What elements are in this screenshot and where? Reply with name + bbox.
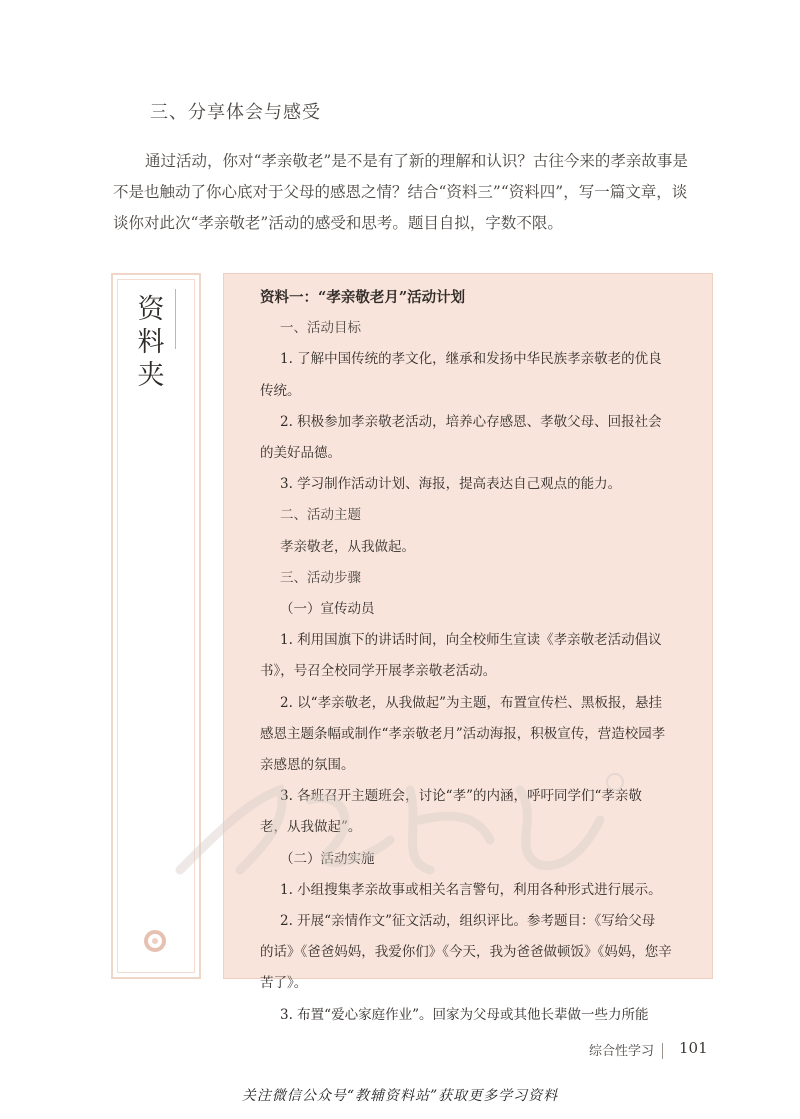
material-line: 1. 小组搜集孝亲故事或相关名言警句，利用各种形式进行展示。	[280, 881, 662, 898]
sidebar-rule	[175, 289, 176, 349]
material-line: 2. 以“孝亲敬老，从我做起”为主题，布置宣传栏、黑板报，悬挂	[280, 694, 662, 711]
material-line: 孝亲敬老，从我做起。	[280, 538, 415, 555]
material-line: 的美好品德。	[260, 445, 341, 462]
footer-divider	[662, 1043, 663, 1059]
material-line: 3. 学习制作活动计划、海报，提高表达自己观点的能力。	[280, 476, 622, 493]
material-title: 资料一：“孝亲敬老月”活动计划	[260, 289, 466, 306]
material-line: 2. 积极参加孝亲敬老活动，培养心存感恩、孝敬父母、回报社会	[280, 413, 662, 430]
ring-icon	[144, 930, 166, 952]
material-line: 亲感恩的氛围。	[260, 757, 355, 774]
material-line: 的话》《爸爸妈妈，我爱你们》《今天，我为爸爸做顿饭》《妈妈，您辛	[260, 944, 672, 961]
material-subhead: （一）宣传动员	[280, 601, 375, 618]
sidebar-label: 资料夹	[137, 294, 165, 391]
sidebar-panel	[111, 273, 201, 979]
footer-section-title: 综合性学习	[589, 1044, 655, 1059]
section-heading: 三、分享体会与感受	[150, 102, 321, 123]
material-line: 2. 开展“亲情作文”征文活动，组织评比。参考题目：《写给父母	[280, 913, 656, 930]
material-line: 3. 布置“爱心家庭作业”。回家为父母或其他长辈做一些力所能	[280, 1006, 649, 1023]
material-line: 传统。	[260, 382, 301, 399]
bottom-note: 关注微信公众号“教辅资料站”获取更多学习资料	[241, 1088, 559, 1104]
material-line: 老，从我做起”。	[260, 819, 362, 836]
material-subhead: 三、活动步骤	[280, 569, 361, 586]
page-number: 101	[679, 1039, 708, 1057]
material-line: 书》，号召全校同学开展孝亲敬老活动。	[260, 663, 497, 680]
material-line: 感恩主题条幅或制作“孝亲敬老月”活动海报，积极宣传，营造校园孝	[260, 725, 666, 742]
material-line: 1. 了解中国传统的孝文化，继承和发扬中华民族孝亲敬老的优良	[280, 351, 662, 368]
material-content	[260, 282, 700, 1031]
material-line: 3. 各班召开主题班会，讨论“孝”的内涵，呼吁同学们“孝亲敬	[280, 788, 642, 805]
material-line: 苦了》。	[260, 975, 308, 992]
material-panel	[223, 273, 713, 1023]
material-subhead: 二、活动主题	[280, 507, 361, 524]
material-subhead: 一、活动目标	[280, 320, 361, 337]
material-subhead: （二）活动实施	[280, 850, 375, 867]
material-line: 1. 利用国旗下的讲话时间，向全校师生宣读《孝亲敬老活动倡议	[280, 632, 662, 649]
intro-paragraph	[113, 146, 695, 239]
intro-text: 通过活动，你对“孝亲敬老”是不是有了新的理解和认识？古往今来的孝亲故事是不是也触动了你心底对于父母的感恩之情？结合“资料三”“资料四”，写一篇文章，谈谈你对此次“孝亲敬老”活动的感受和思考。题目自拟，字数不限。	[113, 152, 688, 232]
